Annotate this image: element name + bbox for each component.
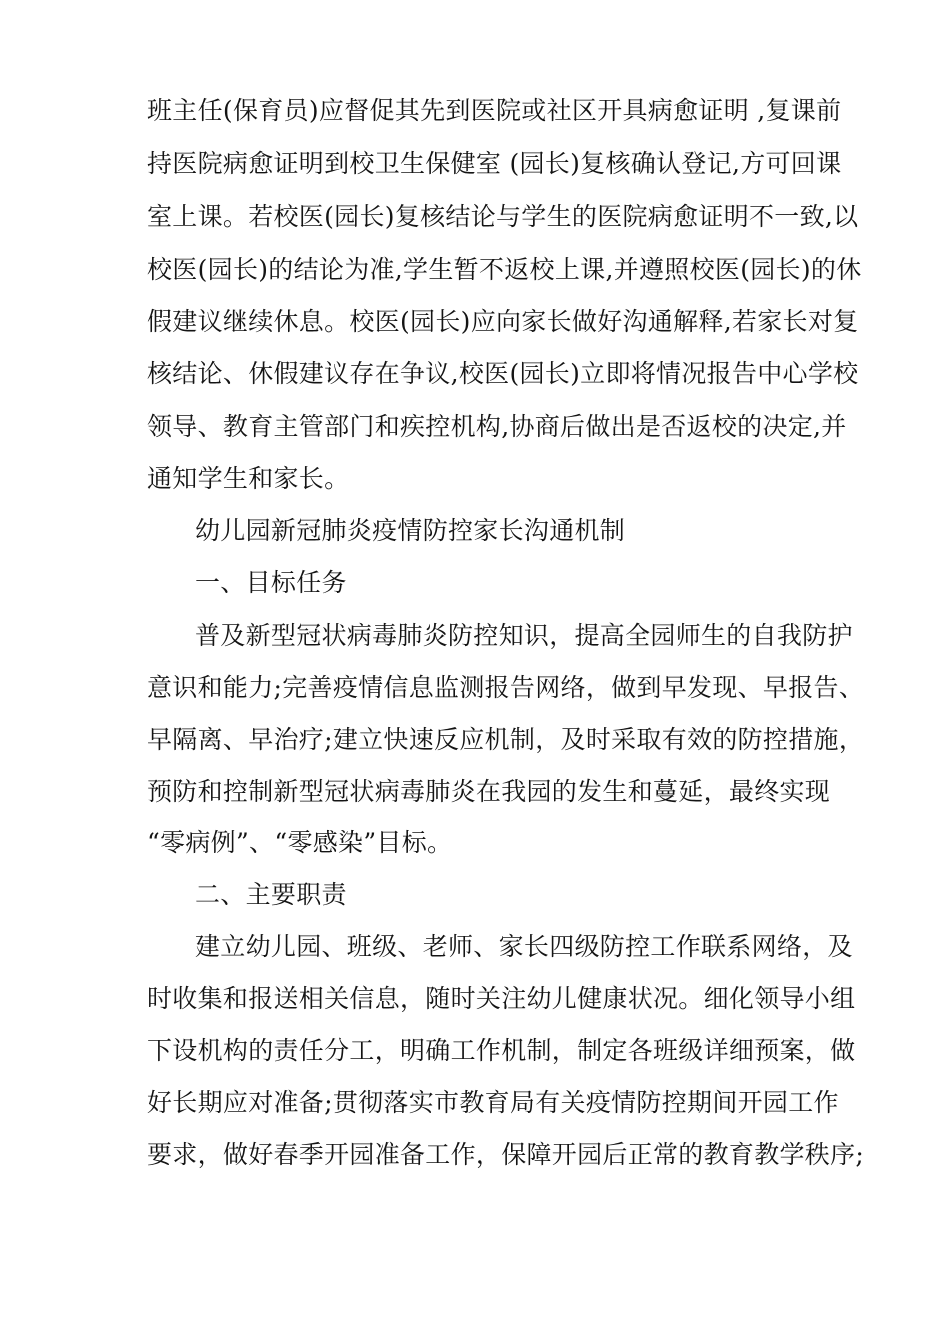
paragraph-1-line-4: 校医(园长)的结论为准,学生暂不返校上课,并遵照校医(园长)的休 xyxy=(147,255,862,284)
section-2-heading: 二、主要职责 xyxy=(195,880,347,909)
paragraph-1-line-5: 假建议继续休息。校医(园长)应向家长做好沟通解释,若家长对复 xyxy=(147,307,859,336)
paragraph-2-line-4: 预防和控制新型冠状病毒肺炎在我园的发生和蔓延，最终实现 xyxy=(147,777,831,806)
paragraph-1-line-1: 班主任(保育员)应督促其先到医院或社区开具病愈证明 ,复课前 xyxy=(147,96,842,125)
paragraph-3-line-4: 好长期应对准备;贯彻落实市教育局有关疫情防控期间开园工作 xyxy=(147,1088,839,1117)
paragraph-2-line-1: 普及新型冠状病毒肺炎防控知识，提高全园师生的自我防护 xyxy=(195,621,853,650)
paragraph-3-line-5: 要求，做好春季开园准备工作，保障开园后正常的教育教学秩序; xyxy=(147,1140,865,1169)
paragraph-1-line-7: 领导、教育主管部门和疾控机构,协商后做出是否返校的决定,并 xyxy=(147,412,847,441)
paragraph-3-line-3: 下设机构的责任分工，明确工作机制，制定各班级详细预案，做 xyxy=(147,1036,856,1065)
section-1-heading: 一、目标任务 xyxy=(195,568,347,597)
paragraph-2-line-2: 意识和能力;完善疫情信息监测报告网络，做到早发现、早报告、 xyxy=(147,673,865,702)
paragraph-2-line-5: “零病例”、“零感染”目标。 xyxy=(147,828,453,857)
paragraph-2-line-3: 早隔离、早治疗;建立快速反应机制，及时采取有效的防控措施， xyxy=(147,725,865,754)
paragraph-1-line-8: 通知学生和家长。 xyxy=(147,464,350,493)
paragraph-1-line-2: 持医院病愈证明到校卫生保健室 (园长)复核确认登记,方可回课 xyxy=(147,149,842,178)
paragraph-1-line-3: 室上课。若校医(园长)复核结论与学生的医院病愈证明不一致,以 xyxy=(147,202,859,231)
paragraph-3-line-1: 建立幼儿园、班级、老师、家长四级防控工作联系网络，及 xyxy=(195,932,853,961)
paragraph-3-line-2: 时收集和报送相关信息，随时关注幼儿健康状况。细化领导小组 xyxy=(147,984,856,1013)
paragraph-1-line-6: 核结论、休假建议存在争议,校医(园长)立即将情况报告中心学校 xyxy=(147,359,859,388)
document-title: 幼儿园新冠肺炎疫情防控家长沟通机制 xyxy=(195,516,626,545)
